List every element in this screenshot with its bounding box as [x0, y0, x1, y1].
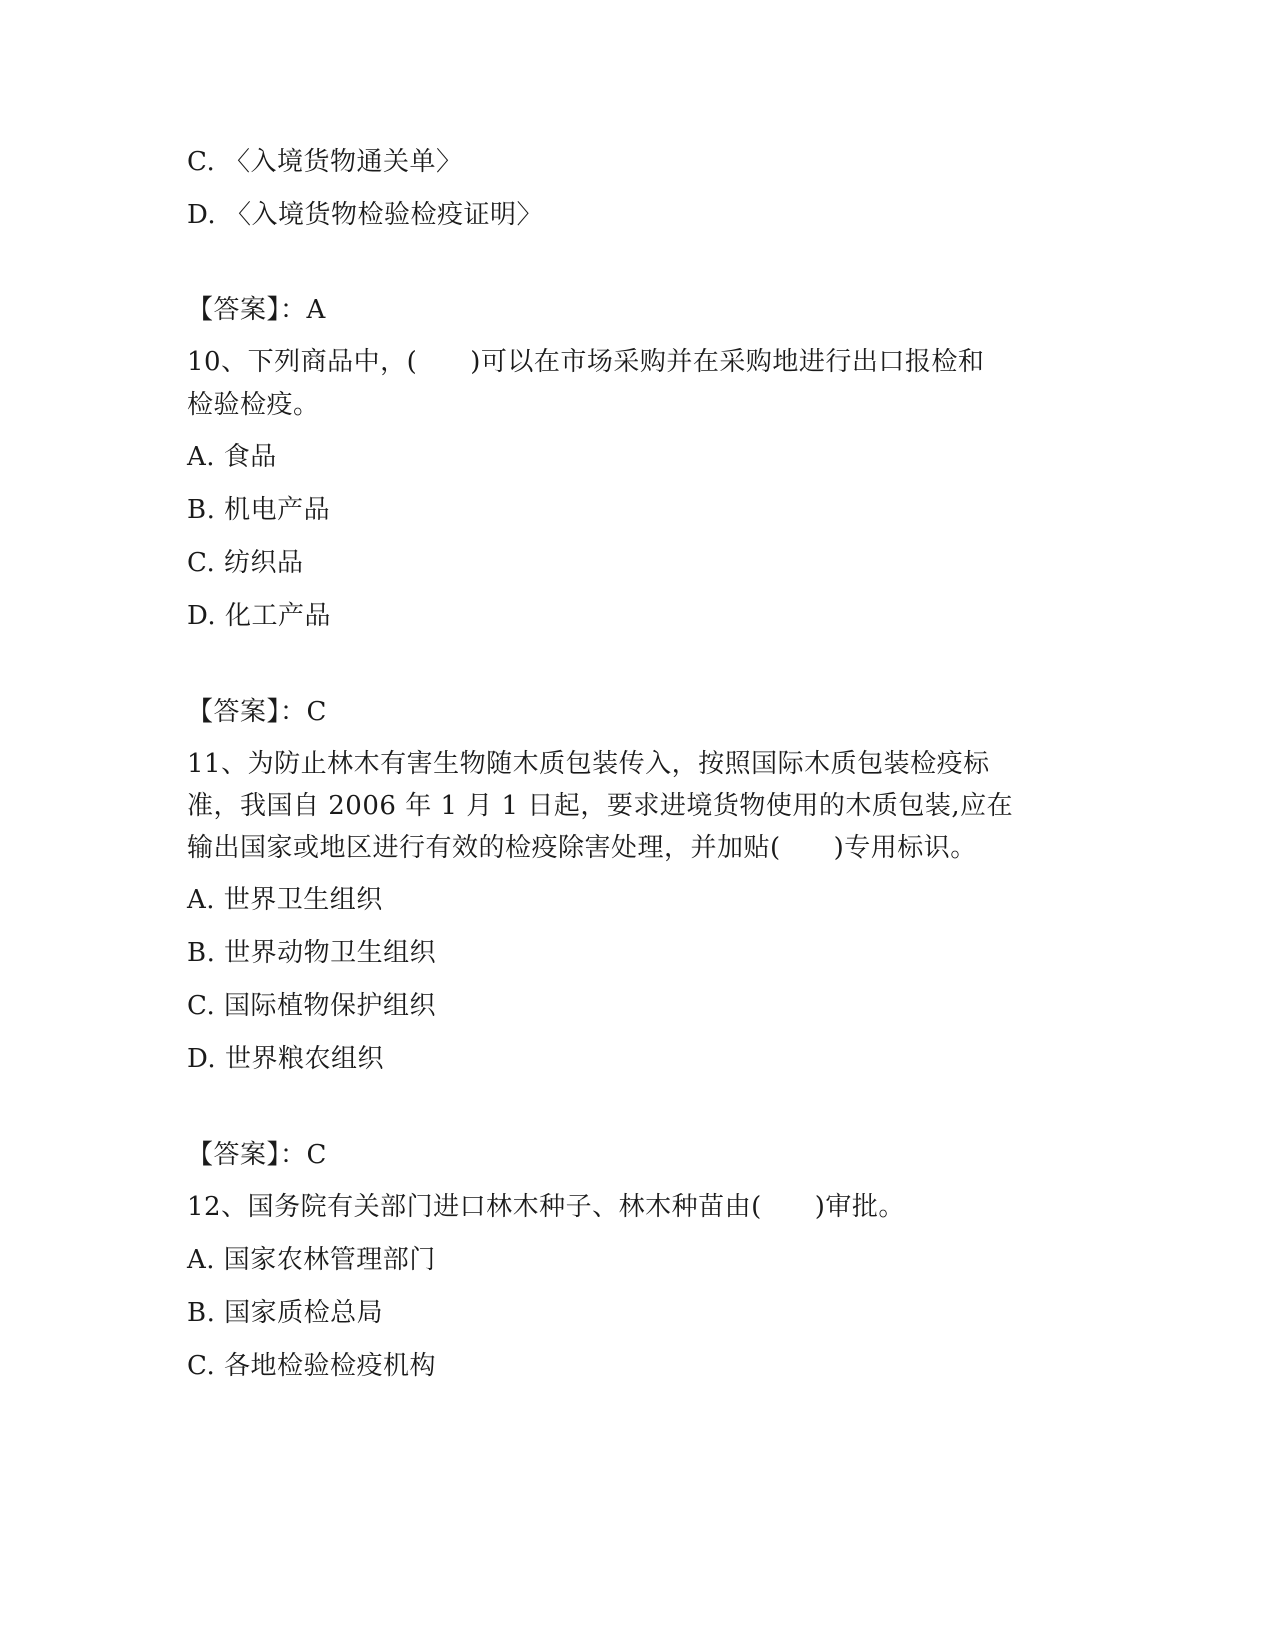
q9-answer: 【答案】：A — [187, 295, 326, 325]
q10-stem-line1: 10、下列商品中，( )可以在市场采购并在采购地进行出口报检和 — [187, 347, 985, 377]
q11-stem-line3: 输出国家或地区进行有效的检疫除害处理，并加贴( )专用标识。 — [187, 833, 977, 863]
q11-answer: 【答案】：C — [187, 1140, 327, 1170]
q11-option-c: C. 国际植物保护组织 — [187, 991, 436, 1021]
q9-option-d: D. 〈入境货物检验检疫证明〉 — [187, 200, 543, 230]
q11-option-b: B. 世界动物卫生组织 — [187, 938, 437, 968]
q12-option-a: A. 国家农林管理部门 — [187, 1245, 436, 1275]
q12-option-b: B. 国家质检总局 — [187, 1298, 384, 1328]
q12-option-c: C. 各地检验检疫机构 — [187, 1351, 436, 1381]
q10-option-a: A. 食品 — [187, 442, 277, 472]
q11-stem-line2: 准，我国自 2006 年 1 月 1 日起，要求进境货物使用的木质包装,应在 — [187, 791, 1014, 821]
q10-stem-line2: 检验检疫。 — [187, 390, 320, 420]
q11-option-a: A. 世界卫生组织 — [187, 885, 383, 915]
q9-option-c: C. 〈入境货物通关单〉 — [187, 147, 463, 177]
q10-option-b: B. 机电产品 — [187, 495, 331, 525]
q12-stem-line1: 12、国务院有关部门进口林木种子、林木种苗由( )审批。 — [187, 1192, 905, 1222]
q10-option-c: C. 纺织品 — [187, 548, 304, 578]
q10-answer: 【答案】：C — [187, 697, 327, 727]
q10-option-d: D. 化工产品 — [187, 601, 331, 631]
q11-option-d: D. 世界粮农组织 — [187, 1044, 384, 1074]
q11-stem-line1: 11、为防止林木有害生物随木质包装传入，按照国际木质包装检疫标 — [187, 749, 990, 779]
